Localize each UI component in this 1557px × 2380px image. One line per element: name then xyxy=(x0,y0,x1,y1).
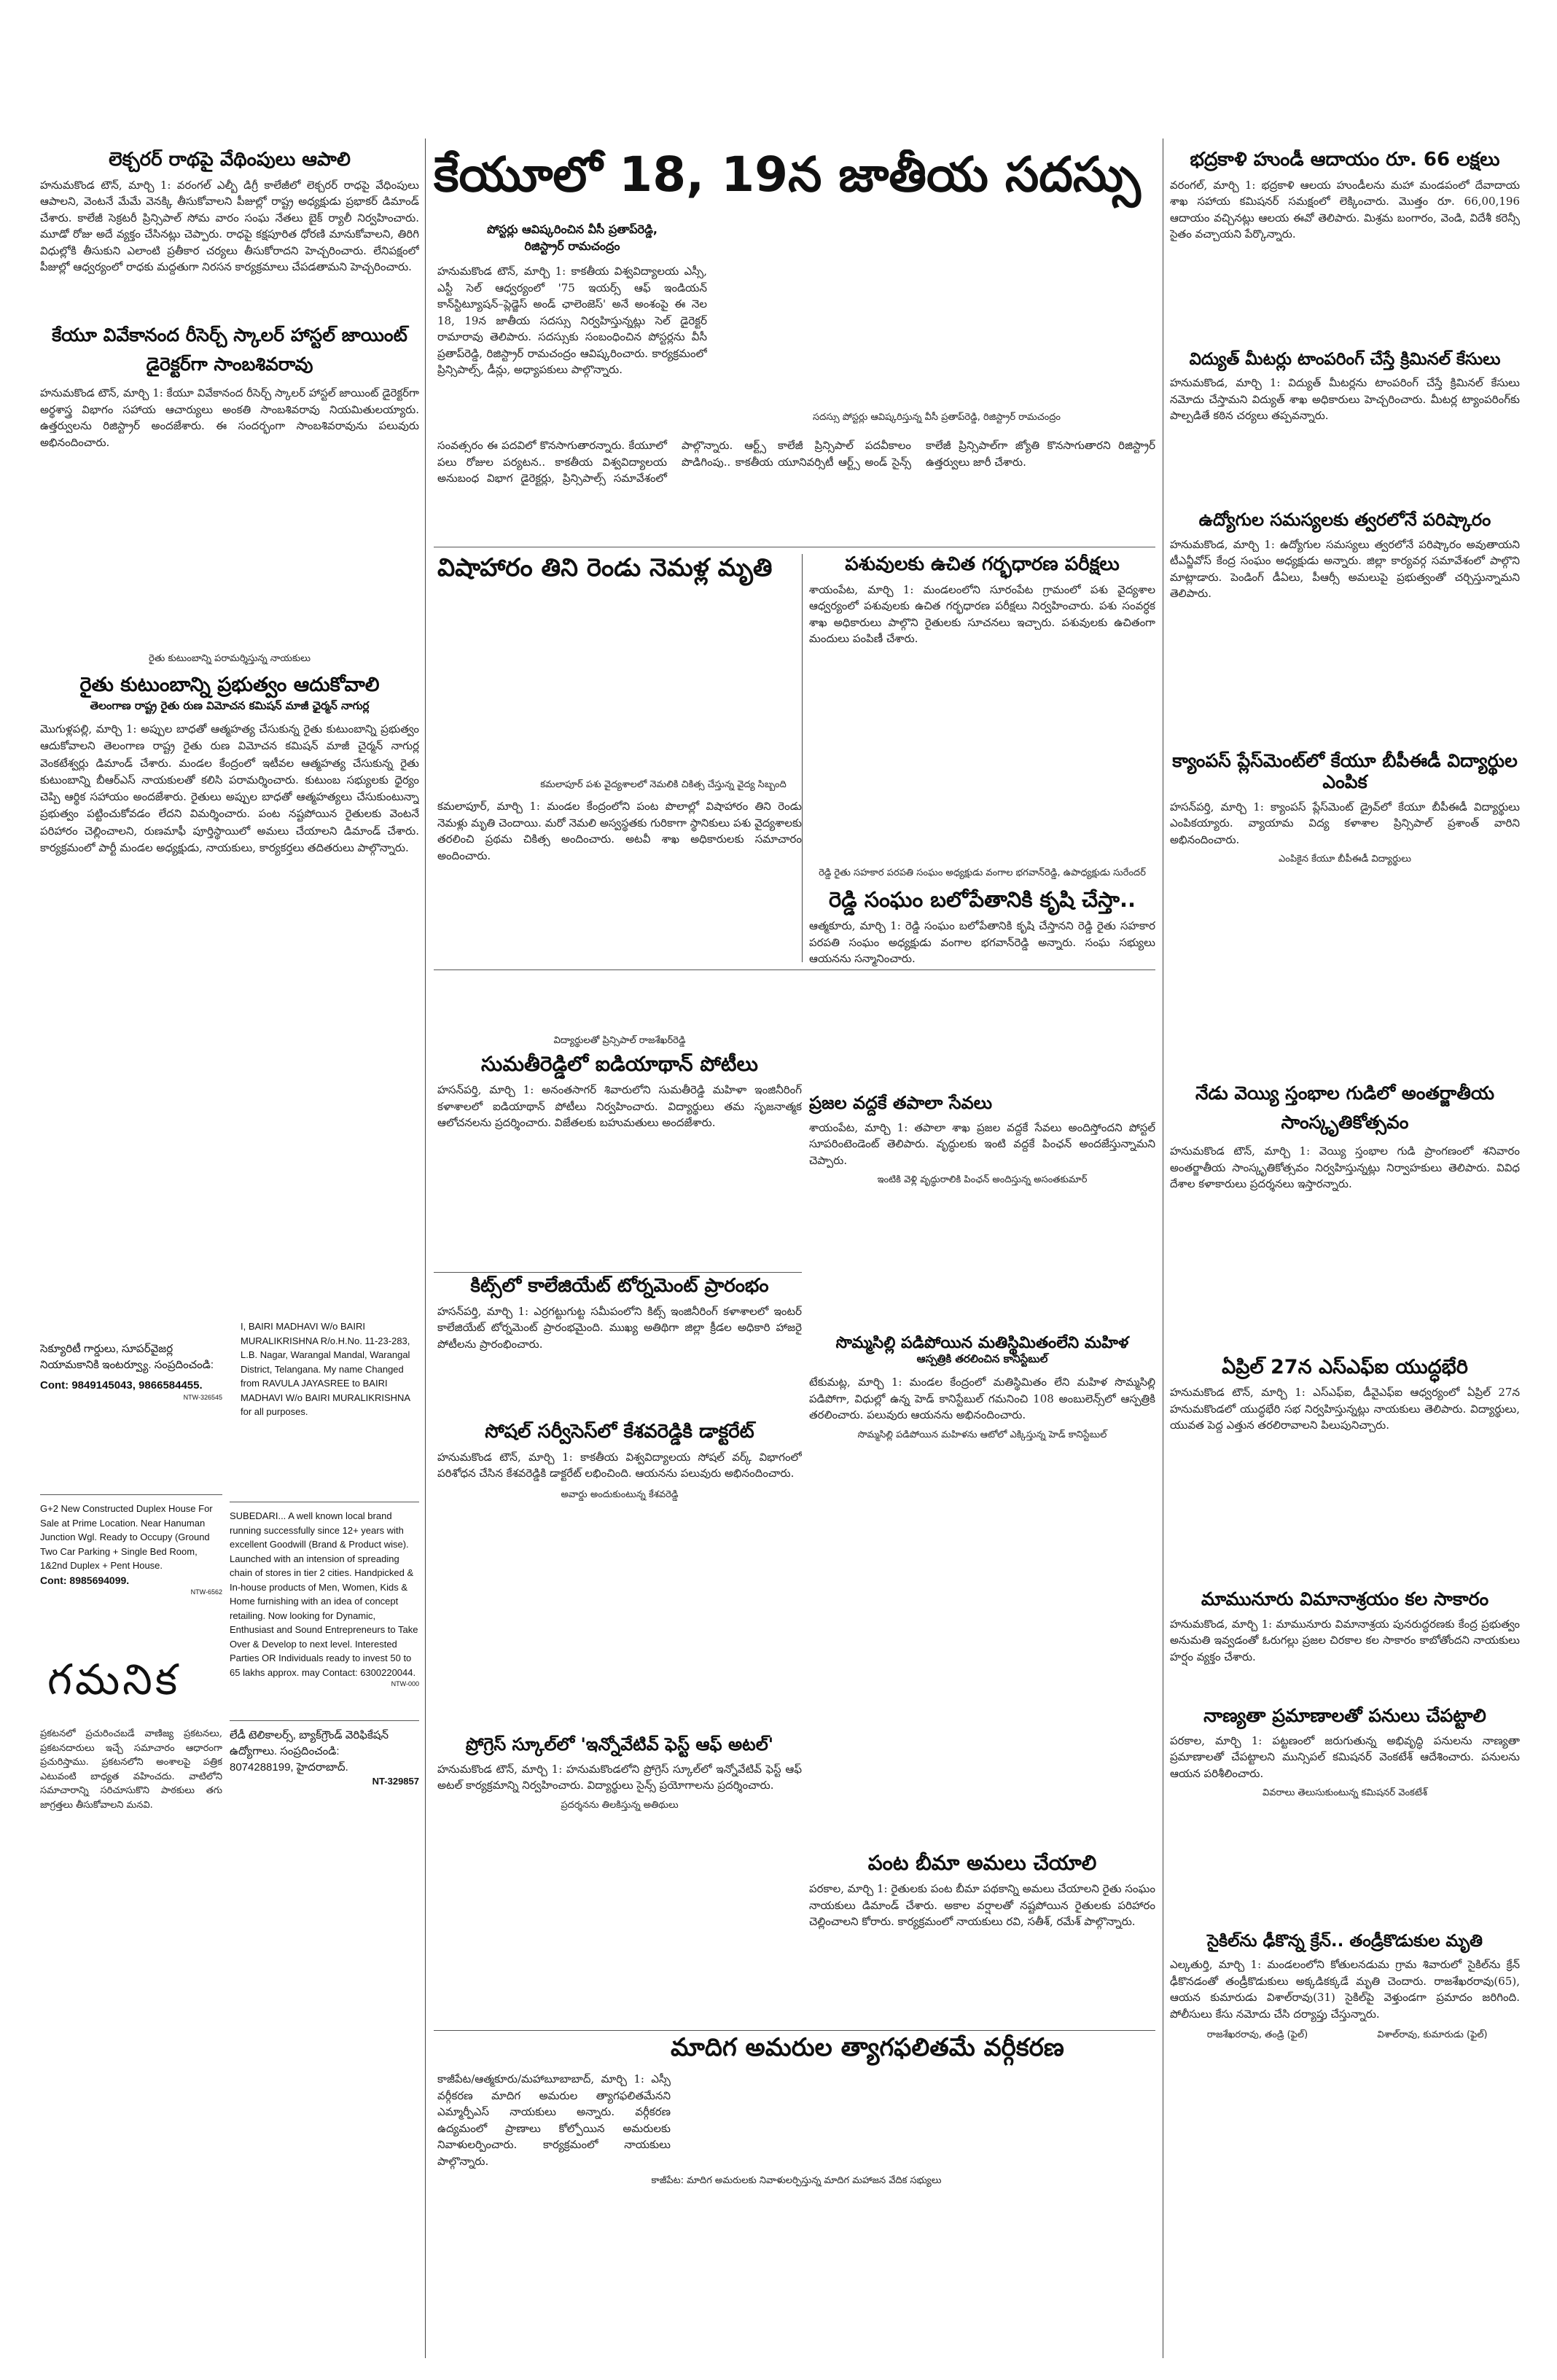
headline: ప్రజల వద్దకే తపాలా సేవలు xyxy=(809,1093,993,1113)
photo-caption: రాజశేఖరరావు, తండ్రి (ఫైల్) xyxy=(1206,2029,1308,2041)
headline: ఉద్యోగుల సమస్యలకు త్వరలోనే పరిష్కారం xyxy=(1198,510,1491,530)
headline: సుమతీరెడ్డిలో ఐడియాథాన్ పోటీలు xyxy=(481,1052,758,1076)
headline: నేడు వెయ్యి స్తంభాల గుడిలో అంతర్జాతీయ సాంస్కృతికోత్సవం xyxy=(1195,1082,1495,1133)
headline: కిట్స్‌లో కాలేజియేట్ టోర్నమెంట్ ప్రారంభం xyxy=(470,1276,769,1297)
social-story xyxy=(437,1421,802,1728)
employees-story xyxy=(1170,510,1520,744)
photo-caption: కాజీపేట: మాదిగ అమరులకు నివాళులర్పిస్తున్న మాదిగ మహాజన వేదిక సభ్యులు xyxy=(651,2175,942,2187)
ad-code: NT-329857 xyxy=(372,1776,419,1787)
article-body: హనుమకొండ, మార్చి 1: మామునూరు విమానాశ్రయ పునరుద్ధరణకు కేంద్ర ప్రభుత్వం అనుమతి ఇవ్వడంతో ఓరుగల్లు ప్రజల చిరకాల కల సాకారం కాబోతోందని నాయకులు హర్షం వ్యక్తం చేశారు. xyxy=(1170,1617,1520,1663)
article-body: హనుమకొండ, మార్చి 1: ఉద్యోగుల సమస్యలు త్వరలోనే పరిష్కారం అవుతాయని టీఎన్జీవోస్ కేంద్ర సంఘం అధ్యక్షుడు అన్నారు. జిల్లా కార్యవర్గ సమావేశంలో పాల్గొని మాట్లాడారు. పెండింగ్ డీఏలు, పీఆర్సీ అమలుపై ప్రభుత్వంతో చర్చిస్తున్నామని తెలిపారు. xyxy=(1170,537,1520,601)
post-story xyxy=(809,1093,1155,1327)
headline: కేయూ వివేకానంద రీసెర్చ్ స్కాలర్ హాస్టల్ జాయింట్ డైరెక్టర్‌గా సాంబశివరావు xyxy=(52,324,407,375)
lead-headline: కేయూలో 18, 19న జాతీయ సదస్సు xyxy=(434,149,1141,203)
photo-caption: ప్రదర్శనను తిలకిస్తున్న అతిథులు xyxy=(561,1799,679,1811)
article-body: మొగుళ్లపల్లి, మార్చి 1: అప్పుల బాధతో ఆత్మహత్య చేసుకున్న రైతు కుటుంబాన్ని ప్రభుత్వం ఆదుకోవాలని తెలంగాణ రాష్ట్ర రైతు రుణ విమోచన కమిషన్ మాజీ చైర్మన్ నాగుర్ల వెంకటేశ్వర్లు డిమాండ్ చేశారు. మండల కేంద్రంలో ఇటీవల ఆత్మహత్య చేసుకున్న రైతు కుటుంబాన్ని బీఆర్ఎస్ నాయకులతో కలిసి పరామర్శించారు. కుటుంబ సభ్యులకు ధైర్యం చెప్పి ఆర్థిక సహాయం అందజేశారు. రైతులు అప్పుల బాధతో ఆత్మహత్యలు చేసుకుంటున్నా ప్రభుత్వం పట్టించుకోవడం లేదని విమర్శించారు. పంట నష్టపోయిన రైతులకు వెంటనే పరిహారం చెల్లించాలని, రుణమాఫీ పూర్తిస్థాయిలో అమలు చేయాలని డిమాండ్ చేశారు. కార్యక్రమంలో పార్టీ మండల అధ్యక్షుడు, నాయకులు, కార్యకర్తలు తదితరులు పాల్గొన్నారు. xyxy=(40,722,419,854)
headline: ఏప్రిల్ 27న ఎస్ఎఫ్ఐ యుద్ధభేరి xyxy=(1222,1356,1468,1378)
classified-code: NTW-326545 xyxy=(183,1394,222,1402)
crop-story xyxy=(809,1852,1155,2019)
headline: రెడ్డి సంఘం బలోపేతానికి కృషి చేస్తా.. xyxy=(828,887,1136,912)
photo-caption: సొమ్మసిల్లి పడిపోయిన మహిళను ఆటోలో ఎక్కిస్తున్న హెడ్ కానిస్టేబుల్ xyxy=(857,1429,1107,1440)
bhadrakali-story xyxy=(1170,149,1520,346)
article-body: ఎల్కతుర్తి, మార్చి 1: మండలంలోని కోతులనడుమ గ్రామ శివారులో సైకిల్‌ను క్రేన్ ఢీకొనడంతో తండ్రీకొడుకులు అక్కడికక్కడే మృతి చెందారు. రాజశేఖరరావు(65), ఆయన కుమారుడు విశాల్‌రావు(31) సైకిల్‌పై వెళ్తుండగా ప్రమాదం జరిగింది. పోలీసులు కేసు నమోదు చేసి దర్యాప్తు చేస్తున్నారు. xyxy=(1170,1958,1520,2021)
headline: లెక్చరర్ రాథపై వేథింపులు ఆపాలి xyxy=(109,149,351,171)
headline: పశువులకు ఉచిత గర్భధారణ పరీక్షలు xyxy=(845,554,1120,575)
photo-captions xyxy=(1170,2029,1520,2042)
photo-caption: సదస్సు పోస్టర్లు ఆవిష్కరిస్తున్న వీసీ ప్రతాప్‌రెడ్డి, రిజిస్ట్రార్ రామచంద్రం xyxy=(813,412,1061,423)
april-story xyxy=(1170,1356,1520,1582)
divider xyxy=(434,1272,802,1273)
article-body: శాయంపేట, మార్చి 1: మండలంలోని సూరంపేట గ్రామంలో పశు వైద్యశాల ఆధ్వర్యంలో పశువులకు ఉచిత గర్భధారణ పరీక్షలు నిర్వహించారు. పశు సంవర్ధక శాఖ అధికారులు పాల్గొని రైతులకు సూచనలు ఇచ్చారు. పశువులకు ఉచితంగా మందులు పంపిణీ చేశారు. xyxy=(809,582,1155,646)
news-photo xyxy=(40,598,419,650)
ladies-ad xyxy=(230,1728,419,1808)
article-body: కాజీపేట/ఆత్మకూరు/మహాబూబాబాద్, మార్చి 1: ఎస్సీ వర్గీకరణ మాదిగ అమరుల త్యాగఫలితమేనని ఎమ్మార్పీఎస్ నాయకులు అన్నారు. వర్గీకరణ ఉద్యమంలో ప్రాణాలు కోల్పోయిన అమరులకు నివాళులర్పించారు. కార్యక్రమంలో నాయకులు పాల్గొన్నారు. xyxy=(437,2072,671,2168)
ad-text: లేడీ టెలికాలర్స్, బ్యాక్‌గ్రౌండ్ వెరిఫికేషన్ ఉద్యోగాలు. సంప్రదించండి: xyxy=(230,1729,389,1757)
meter-story xyxy=(1170,350,1520,503)
poison-story xyxy=(437,554,802,962)
classified-text: G+2 New Constructed Duplex House For Sale at Prime Location. Near Hanuman Junction Wgl. Ready to Occupy (Ground Two Car Parking + Single Bed Room, 1&2nd Duplex + Pent House. xyxy=(40,1503,213,1571)
campus-story xyxy=(1170,751,1520,1072)
photo-caption: రైతు కుటుంబాన్ని పరామర్శిస్తున్న నాయకులు xyxy=(148,653,311,664)
headline: భద్రకాళి హుండీ ఆదాయం రూ. 66 లక్షలు xyxy=(1190,149,1500,171)
headline: రైతు కుటుంబాన్ని ప్రభుత్వం ఆదుకోవాలి xyxy=(79,674,380,696)
headline: నాణ్యతా ప్రమాణాలతో పనులు చేపట్టాలి xyxy=(1203,1706,1486,1726)
deck: రెడ్డి రైతు సహకార పరపతి సంఘం అధ్యక్షుడు వంగాల భగవాన్‌రెడ్డి, ఉపాధ్యక్షుడు సురేందర్ xyxy=(819,867,1146,878)
article-body: పరకాల, మార్చి 1: పట్టణంలో జరుగుతున్న అభివృద్ధి పనులను నాణ్యతా ప్రమాణాలతో చేపట్టాలని మున్సిపల్ కమిషనర్ వెంకటేశ్ ఆదేశించారు. పనులను ఆయన పరిశీలించారు. xyxy=(1170,1733,1520,1780)
article-body: హనుమకొండ, మార్చి 1: విద్యుత్ మీటర్లను టాంపరింగ్ చేస్తే క్రిమినల్ కేసులు నమోదు చేస్తామని విద్యుత్ శాఖ అధికారులు హెచ్చరించారు. మీటర్ల ట్యాంపరింగ్‌కు పాల్పడితే కఠిన చర్యలు తప్పవన్నారు. xyxy=(1170,376,1520,423)
headline: సోషల్ సర్వీసెస్‌లో కేశవరెడ్డికి డాక్టరేట్ xyxy=(485,1421,754,1443)
classified-2 xyxy=(40,1502,222,1647)
headline: క్యాంపస్ ప్లేస్‌మెంట్‌లో కేయూ బీపీఈడీ విద్యార్థుల ఎంపిక xyxy=(1172,751,1518,792)
article-body: హనుమకొండ టౌన్, మార్చి 1: కాకతీయ విశ్వవిద్యాలయ ఎస్సీ, ఎస్టీ సెల్ ఆధ్వర్యంలో '75 ఇయర్స్ ఆఫ్ ఇండియన్ కాన్‌స్టిట్యూషన్–ప్లెడ్జెస్ అండ్ ఛాలెంజెస్' అనే అంశంపై ఈ నెల 18, 19న జాతీయ సదస్సు నిర్వహిస్తున్నట్లు సెల్ డైరెక్టర్ రామారావు తెలిపారు. సదస్సుకు సంబంధించిన పోస్టర్లను వీసీ ప్రతాప్‌రెడ్డి, రిజిస్ట్రార్ రామచంద్రం ఆవిష్కరించారు. కార్యక్రమంలో ప్రిన్సిపాల్స్, డీన్లు, అధ్యాపకులు పాల్గొన్నారు. xyxy=(437,265,707,376)
col1-story3 xyxy=(40,598,419,1225)
classified-contact: Cont: 9849145043, 9866584455. xyxy=(40,1378,203,1392)
deck: రిజిస్ట్రార్ రామచంద్రం xyxy=(524,239,620,253)
article-body: వరంగల్, మార్చి 1: భద్రకాళి ఆలయ హుండీలను మహా మండపంలో దేవాదాయ శాఖ సహాయ కమిషనర్ సమక్షంలో లెక్కించారు. మొత్తం రూ. 66,00,196 ఆదాయం వచ్చినట్లు ఆలయ ఈవో తెలిపారు. మిశ్రమ బంగారం, వెండి, విదేశీ కరెన్సీ సైతం వచ్చాయని పేర్కొన్నారు. xyxy=(1170,178,1520,241)
cattle-story xyxy=(809,554,1155,860)
classified-1 xyxy=(40,1341,222,1487)
ad-text: SUBEDARI... A well known local brand running successfully since 12+ years with excellent Goodwill (Brand & Product wise). Launched with an intension of spreading chain of stores in tier 2 cities. Handpicked & In-house products of Men, Women, Kids & Home furnishing with an idea of concept retailing. Now looking for Dynamic, Enthusiast and Sound Entrepreneurs to Take Over & Develop to next level. Interested Parties OR Individuals ready to invest 50 to 65 lakhs approx. may Contact: 6300220044. xyxy=(230,1510,418,1678)
classified-code: NTW-6562 xyxy=(190,1588,222,1596)
progress-story xyxy=(437,1735,802,2012)
col1-story1 xyxy=(40,149,419,317)
subedari-ad xyxy=(230,1509,419,1713)
headline: సైకిల్‌ను ఢీకొన్న క్రేన్.. తండ్రీకొడుకుల మృతి xyxy=(1206,1932,1483,1951)
article-body: హసన్‌పర్తి, మార్చి 1: ఎర్రగట్టుగుట్ట సమీపంలోని కిట్స్ ఇంజినీరింగ్ కళాశాలలో ఇంటర్ కాలేజియేట్ టోర్నమెంట్ ప్రారంభమైంది. ముఖ్య అతిథిగా జిల్లా క్రీడల అధికారి హాజరై పోటీలను ప్రారంభించారు. xyxy=(437,1304,802,1351)
sumati-story xyxy=(437,1035,802,1268)
divider xyxy=(434,2030,1155,2031)
name-change-ad xyxy=(241,1319,415,1502)
photo-caption: వివరాలు తెలుసుకుంటున్న కమిషనర్ వెంకటేశ్ xyxy=(1262,1787,1428,1799)
photo-caption: ఎంపికైన కేయూ బీపీఈడీ విద్యార్థులు xyxy=(1278,854,1412,865)
article-body: సంవత్సరం ఈ పదవిలో కొనసాగుతారన్నారు. కేయూలో పలు రోజుల పర్యటన.. కాకతీయ విశ్వవిద్యాలయ అనుబంధ విభాగ డైరెక్టర్లు, ప్రిన్సిపాల్స్ సమావేశంలో పాల్గొన్నారు. ఆర్ట్స్ కాలేజీ ప్రిన్సిపాల్ పదవీకాలం పొడిగింపు.. కాకతీయ యూనివర్సిటీ ఆర్ట్స్ అండ్ సైన్స్ కాలేజీ ప్రిన్సిపాల్‌గా జ్యోతి కొనసాగుతారని రిజిస్ట్రార్ ఉత్తర్వులు జారీ చేశారు. xyxy=(437,439,1155,485)
lead-photo xyxy=(718,219,1155,408)
article-body: శాయంపేట, మార్చి 1: తపాలా శాఖ ప్రజల వద్దకే సేవలు అందిస్తోందని పోస్టల్ సూపరింటెండెంట్ తెలిపారు. వృద్ధులకు ఇంటి వద్దకే పింఛన్ అందజేస్తున్నామని చెప్పారు. xyxy=(809,1120,1155,1167)
airport-story xyxy=(1170,1589,1520,1698)
column-rule xyxy=(425,138,426,2358)
photo-caption: విశాల్‌రావు, కుమారుడు (ఫైల్) xyxy=(1377,2029,1488,2041)
deck: తెలంగాణ రాష్ట్ర రైతు రుణ విమోచన కమిషన్ మాజీ ఛైర్మన్ నాగుర్ల xyxy=(90,699,370,713)
divider xyxy=(230,1720,419,1721)
notice-title: గమనిక xyxy=(47,1655,181,1704)
col1-story2 xyxy=(40,321,419,590)
article-body: హనుమకొండ టౌన్, మార్చి 1: కాకతీయ విశ్వవిద్యాలయ సోషల్ వర్క్ విభాగంలో పరిశోధన చేసిన కేశవరెడ్డికి డాక్టరేట్ లభించింది. ఆయనను పలువురు అభినందించారు. xyxy=(437,1450,802,1480)
headline: పంట బీమా అమలు చేయాలి xyxy=(867,1852,1097,1875)
article-body: హసన్‌పర్తి, మార్చి 1: క్యాంపస్ ప్లేస్‌మెంట్ డ్రైవ్‌లో కేయూ బీపీఈడీ విద్యార్థులు ఎంపికయ్యారు. వ్యాయామ విద్య కళాశాల ప్రిన్సిపాల్ ప్రశాంత్ వారిని అభినందించారు. xyxy=(1170,800,1520,846)
ad-code: NTW-000 xyxy=(391,1680,419,1688)
headline: సొమ్మసిల్లి పడిపోయిన మతిస్థిమితంలేని మహిళ xyxy=(835,1334,1129,1352)
article-body: టేకుమట్ల, మార్చి 1: మండల కేంద్రంలో మతిస్థిమితం లేని మహిళ సొమ్మసిల్లి పడిపోగా, విధుల్లో ఉన్న హెడ్ కానిస్టేబుల్ గమనించి 108 అంబులెన్స్‌లో ఆస్పత్రికి తరలించారు. పలువురు ఆయనను అభినందించారు. xyxy=(809,1376,1155,1422)
lead-body-2 xyxy=(437,437,1155,539)
madiga-story xyxy=(437,2034,1155,2347)
quality-story xyxy=(1170,1706,1520,1924)
news-photo xyxy=(525,590,802,779)
article-body: హనుమకొండ టౌన్, మార్చి 1: హనుమకొండలోని ప్రోగ్రెస్ స్కూల్‌లో ఇన్నోవేటివ్ ఫెస్ట్ ఆఫ్ అటల్ కార్యక్రమాన్ని నిర్వహించారు. విద్యార్థులు సైన్స్ ప్రయోగాలను ప్రదర్శించారు. xyxy=(437,1762,802,1792)
headline: మామునూరు విమానాశ్రయం కల సాకారం xyxy=(1201,1589,1489,1610)
headline: ప్రోగ్రెస్ స్కూల్‌లో 'ఇన్నోవేటివ్ ఫెస్ట్ ఆఫ్ అటల్' xyxy=(465,1735,774,1755)
article-body: హనుమకొండ టౌన్, మార్చి 1: వెయ్యి స్తంభాల గుడి ప్రాంగణంలో శనివారం అంతర్జాతీయ సాంస్కృతికోత్సవం నిర్వహిస్తున్నట్లు నిర్వాహకులు తెలిపారు. వివిధ దేశాల కళాకారులు ప్రదర్శనలు ఇస్తారన్నారు. xyxy=(1170,1144,1520,1190)
ad-text: I, BAIRI MADHAVI W/o BAIRI MURALIKRISHNA R/o.H.No. 11-23-283, L.B. Nagar, Warangal Mandal, Warangal District, Telangana. My name Changed from RAVULA JAYASREE to BAIRI MADHAVI W/o BAIRI MURALIKRISHNA for all purposes. xyxy=(241,1321,410,1417)
photo-caption: ఇంటికి వెళ్లి వృద్ధురాలికి పింఛన్ అందిస్తున్న అసంతకుమార్ xyxy=(877,1174,1088,1186)
deck: ఆస్పత్రికి తరలించిన కానిస్టేబుల్ xyxy=(916,1352,1048,1366)
article-body: హనుమకొండ టౌన్, మార్చి 1: వరంగల్ ఎల్బీ డిగ్రీ కాలేజీలో లెక్చరర్ రాధపై వేధింపులు ఆపాలని, వెంటనే మేమే వెనక్కి తీసుకోవాలని పీజుల్లో రాష్ట్ర అధ్యక్షుడు ప్రభాకర్ డిమాండ్ చేశారు. కాలేజీ సెక్రటరీ ప్రిన్సిపాల్ సోమ వారం సంఘ నేతలు బైక్ ర్యాలీ నిర్వహించారు. మూడో రోజు అదే వ్యక్తం చేసినట్లు చెప్పారు. రాధపై కక్షపూరిత ధోరణి మానుకోవాలని, తిరిగి విధుల్లోకి తీసుకుని ఎలాంటి ప్రతీకార చర్యలు తీసుకోరాదని హెచ్చరించారు. లేనిపక్షంలో పీజుల్లో ఆధ్వర్యంలో రాధకు మద్దతుగా నిరసన కార్యక్రమాలు చేపడతామని హెచ్చరించారు. xyxy=(40,178,419,274)
notice-body: ప్రకటనలో ప్రచురించబడే వాణిజ్య ప్రకటనలు, ప్రకటనదారులు ఇచ్చే సమాచారం ఆధారంగా ప్రచురిస్తాము. ప్రకటనలోని అంశాలపై పత్రిక ఎటువంటి బాధ్యత వహించదు. వాటిలోని సమాచారాన్ని సరిచూసుకొని పాఠకులు తగు జాగ్రత్తలు తీసుకోవాలని మనవి. xyxy=(40,1728,222,1811)
photo-caption: కమలాపూర్ పశు వైద్యశాలలో నెమలికి చికిత్స చేస్తున్న వైద్య సిబ్బంది xyxy=(540,779,787,791)
kits-story xyxy=(437,1276,802,1414)
ad-contact: 8074288199, హైదరాబాద్. xyxy=(230,1760,348,1774)
reddy-story xyxy=(809,867,1155,1086)
headline: విషాహారం తిని రెండు నెమళ్ల మృతి xyxy=(437,554,773,582)
classified-text: సెక్యూరిటీ గార్డులు, సూపర్‌వైజర్ల నియామకానికి ఇంటర్వ్యూ. సంప్రదించండి: xyxy=(40,1343,214,1371)
column-rule xyxy=(802,554,803,962)
article-body: హనుమకొండ టౌన్, మార్చి 1: కేయూ వివేకానంద రీసెర్చ్ స్కాలర్ హాస్టల్ జాయింట్ డైరెక్టర్‌గా అర్థశాస్త్ర విభాగం సహాయ ఆచార్యులు అంకతి సాంబశివరావు నియమితులయ్యారు. ఉత్తర్వులను రిజిస్ట్రార్ అందజేశారు. ఈ సందర్భంగా సాంబశివరావును పలువురు అభినందించారు. xyxy=(40,386,419,449)
divider xyxy=(40,1494,222,1495)
photo-caption: అవార్డు అందుకుంటున్న కేశవరెడ్డి xyxy=(561,1489,679,1500)
deck: పోస్టర్లు ఆవిష్కరించిన వీసీ ప్రతాప్‌రెడ్డి, xyxy=(486,222,657,236)
pillar-story xyxy=(1170,1079,1520,1349)
classified-contact: Cont: 8985694099. xyxy=(40,1574,130,1586)
mentally-story xyxy=(809,1334,1155,1647)
notice-box xyxy=(40,1655,222,1881)
article-body: పరకాల, మార్చి 1: రైతులకు పంట బీమా పథకాన్ని అమలు చేయాలని రైతు సంఘం నాయకులు డిమాండ్ చేశారు. అకాల వర్షాలతో నష్టపోయిన రైతులకు పరిహారం చెల్లించాలని కోరారు. కార్యక్రమంలో నాయకులు రవి, సతీశ్, రమేశ్ పాల్గొన్నారు. xyxy=(809,1882,1155,1929)
deck: విద్యార్థులతో ప్రిన్సిపాల్ రాజశేఖర్‌రెడ్డి xyxy=(553,1035,686,1046)
crane-story xyxy=(1170,1932,1520,2347)
headline: మాదిగ అమరుల త్యాగఫలితమే వర్గీకరణ xyxy=(671,2034,1064,2062)
article-body: హసన్‌పర్తి, మార్చి 1: అనంతసాగర్ శివారులోని సుమతీరెడ్డి మహిళా ఇంజినీరింగ్ కళాశాలలో ఐడియాథాన్ పోటీలు నిర్వహించారు. విద్యార్థులు తమ సృజనాత్మక ఆలోచనలను ప్రదర్శించారు. విజేతలకు బహుమతులు అందజేశారు. xyxy=(437,1083,802,1130)
article-body: ఆత్మకూరు, మార్చి 1: రెడ్డి సంఘం బలోపేతానికి కృషి చేస్తానని రెడ్డి రైతు సహకార పరపతి సంఘం అధ్యక్షుడు వంగాల భగవాన్‌రెడ్డి అన్నారు. సంఘ సభ్యులు ఆయనను సన్మానించారు. xyxy=(809,919,1155,966)
headline: విద్యుత్ మీటర్లు టాంపరింగ్ చేస్తే క్రిమినల్ కేసులు xyxy=(1189,350,1501,369)
article-body: హనుమకొండ టౌన్, మార్చి 1: ఎస్ఎఫ్ఐ, డీవైఎఫ్ఐ ఆధ్వర్యంలో ఏప్రిల్ 27న హనుమకొండలో యుద్ధభేరి సభ నిర్వహిస్తున్నట్లు నాయకులు తెలిపారు. విద్యార్థులు, యువత పెద్ద ఎత్తున తరలిరావాలని పిలుపునిచ్చారు. xyxy=(1170,1386,1520,1432)
article-body: కమలాపూర్, మార్చి 1: మండల కేంద్రంలోని పంట పొలాల్లో విషాహారం తిని రెండు నెమళ్లు మృతి చెందాయి. మరో నెమలి అస్వస్థతకు గురికాగా స్థానికులు పశు వైద్యశాలకు తరలించి ప్రథమ చికిత్స అందించారు. అటవీ శాఖ అధికారులకు సమాచారం అందించారు. xyxy=(437,800,802,862)
